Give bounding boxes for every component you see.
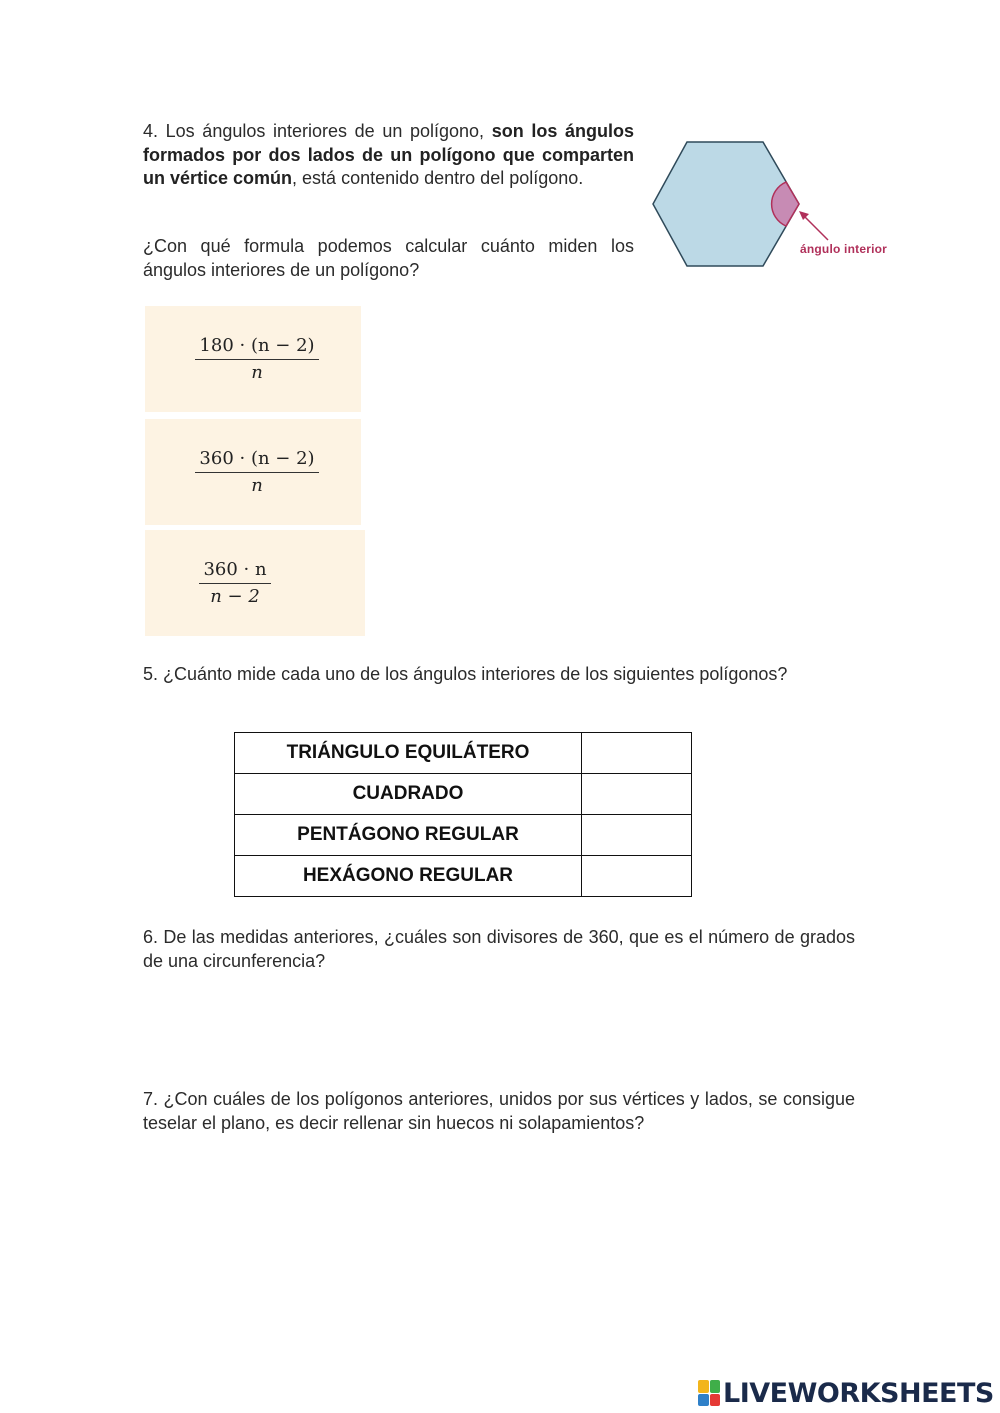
angles-answer-table xyxy=(234,732,692,897)
fraction-2-denominator: n xyxy=(251,475,263,497)
polygon-name-cell: PENTÁGONO REGULAR xyxy=(235,815,582,856)
table-row xyxy=(235,856,692,897)
question-7-text: 7. ¿Con cuáles de los polígonos anteriores, unidos por sus vértices y lados, se consigue teselar el plano, es decir rellenar sin huecos ni solapamientos? xyxy=(143,1089,855,1133)
answer-field[interactable] xyxy=(582,815,692,856)
q4-lead: 4. Los ángulos interiores de un polígono, xyxy=(143,121,485,141)
answer-field[interactable] xyxy=(582,774,692,815)
fraction-2-numerator: 360 · (n − 2) xyxy=(199,447,315,469)
fraction-1 xyxy=(195,335,318,384)
table-row xyxy=(235,815,692,856)
question-4-prompt: ¿Con qué formula podemos calcular cuánto miden los ángulos interiores de un polígono? xyxy=(143,236,634,280)
pointer-arrow xyxy=(802,214,828,240)
question-6-text: 6. De las medidas anteriores, ¿cuáles son divisores de 360, que es el número de grados de una circunferencia? xyxy=(143,927,855,971)
q4-tail: , está contenido dentro del polígono. xyxy=(292,168,584,188)
answer-field[interactable] xyxy=(582,856,692,897)
interior-angle-label: ángulo interior xyxy=(800,242,887,256)
answer-field[interactable] xyxy=(582,733,692,774)
fraction-1-denominator: n xyxy=(251,362,263,384)
table-row xyxy=(235,733,692,774)
formula-option-2[interactable] xyxy=(145,419,361,525)
hexagon-interior-angle-figure xyxy=(650,130,900,280)
fraction-1-numerator: 180 · (n − 2) xyxy=(199,334,315,356)
fraction-3 xyxy=(199,559,270,608)
liveworksheets-logo-icon xyxy=(698,1380,720,1406)
fraction-2 xyxy=(195,448,318,497)
question-5-text: 5. ¿Cuánto mide cada uno de los ángulos interiores de los siguientes polígonos? xyxy=(143,664,788,684)
polygon-name-cell: TRIÁNGULO EQUILÁTERO xyxy=(235,733,582,774)
fraction-3-denominator: n − 2 xyxy=(210,586,260,608)
polygon-name-cell: HEXÁGONO REGULAR xyxy=(235,856,582,897)
liveworksheets-brand xyxy=(698,1377,994,1409)
question-4-intro xyxy=(143,120,634,191)
formula-option-1[interactable] xyxy=(145,306,361,412)
fraction-3-numerator: 360 · n xyxy=(203,558,267,580)
formula-option-3[interactable] xyxy=(145,530,365,636)
q4-bold-definition: son los ángulos formados por dos lados de un polígono que comparten un vértice común xyxy=(143,121,634,188)
brand-name: LIVEWORKSHEETS xyxy=(723,1377,994,1409)
table-row xyxy=(235,774,692,815)
polygon-name-cell: CUADRADO xyxy=(235,774,582,815)
